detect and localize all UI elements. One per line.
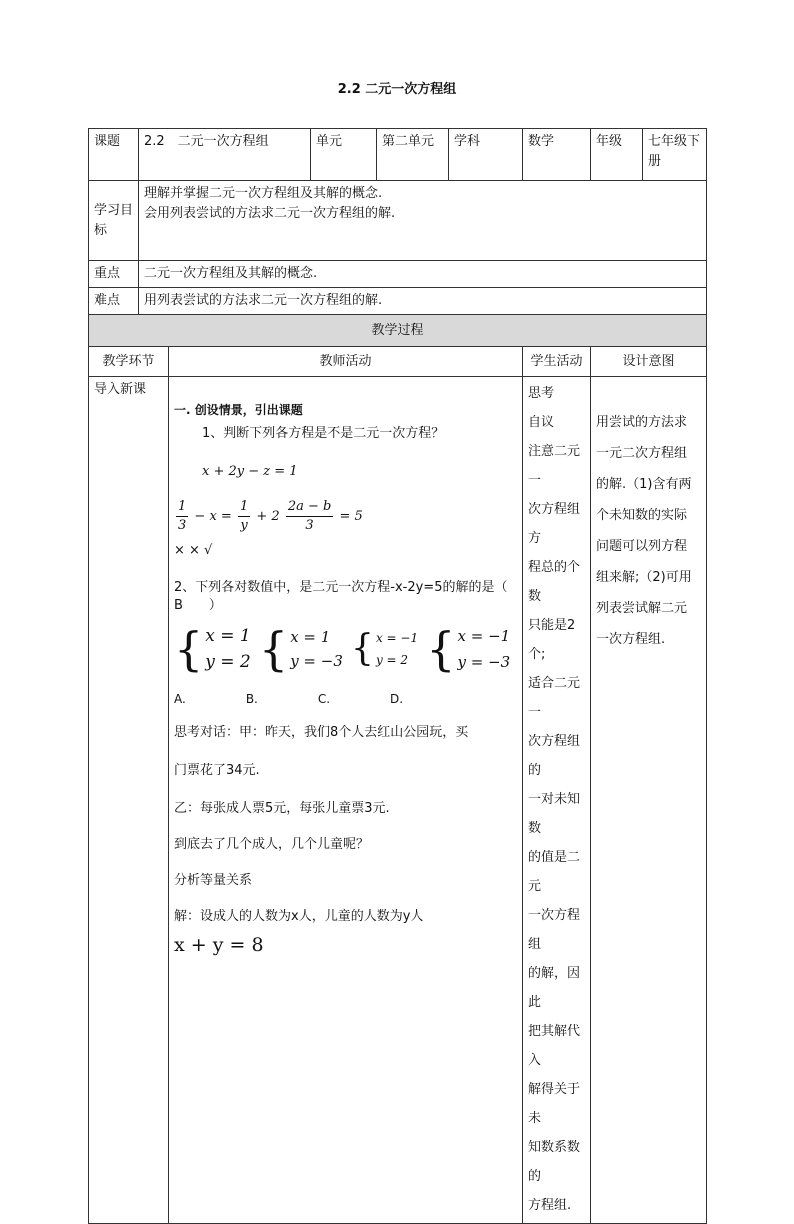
- brace-icon: {: [426, 622, 456, 676]
- fraction-1-3: $\frac{1}{3}$: [178, 499, 187, 533]
- student-note-9: 的解，因此: [528, 966, 581, 1010]
- lesson-plan-table: [88, 128, 707, 1224]
- student-note-7: 的值是二元: [528, 850, 581, 894]
- col-stage: 教学环节: [89, 347, 169, 377]
- topic-value: 2.2 二元一次方程组: [139, 129, 311, 181]
- equation-row-2: [174, 498, 517, 535]
- difficulty-row: [89, 288, 707, 315]
- dialog-line-1: 思考对话：甲：昨天，我们8个人去红山公园玩，买: [174, 725, 469, 740]
- intent-line-5: 组来解;（2)可用: [596, 570, 692, 585]
- intent-line-7: 一次方程组.: [596, 632, 666, 647]
- col-teacher: 教师活动: [169, 347, 523, 377]
- answers-1: × × √: [174, 543, 213, 558]
- intent-line-4: 问题可以列方程: [596, 539, 688, 554]
- goals-label: 学习目标: [89, 181, 139, 261]
- student-note-2: 程总的个数: [528, 560, 581, 604]
- content-row: [89, 377, 707, 1224]
- goals-row: [89, 181, 707, 261]
- dialog-line-2: 门票花了34元.: [174, 763, 260, 778]
- student-activity-cell: [523, 377, 591, 1224]
- student-note-5: 次方程组的: [528, 734, 581, 778]
- key-point-label: 重点: [89, 261, 139, 288]
- difficulty-label: 难点: [89, 288, 139, 315]
- student-think: 思考: [528, 386, 555, 401]
- intent-line-2: 的解.（1)含有两: [596, 477, 692, 492]
- key-point-value: 二元一次方程组及其解的概念.: [139, 261, 707, 288]
- eq2-plus: + 2: [256, 509, 280, 524]
- topic-label: 课题: [89, 129, 139, 181]
- dialog-line-3: 乙：每张成人票5元，每张儿童票3元.: [174, 801, 390, 816]
- column-header-row: [89, 347, 707, 377]
- option-a-system: { x = 1 y = 2: [174, 622, 251, 676]
- student-note-11: 解得关于未: [528, 1082, 581, 1126]
- student-note-12: 知数系数的: [528, 1140, 581, 1184]
- student-note-0: 注意二元一: [528, 444, 581, 488]
- dialog-line-4: 到底去了几个成人，几个儿童呢？: [174, 837, 370, 852]
- grade-value: 七年级下册: [643, 129, 707, 181]
- student-note-6: 一对未知数: [528, 792, 581, 836]
- header-row: [89, 129, 707, 181]
- student-note-8: 一次方程组: [528, 908, 581, 952]
- grade-label: 年级: [591, 129, 643, 181]
- unit-label: 单元: [311, 129, 377, 181]
- option-labels: A. B. C. D.: [174, 692, 404, 706]
- question-1: 1、判断下列各方程是不是二元一次方程？: [202, 426, 445, 441]
- student-self: 自议: [528, 415, 555, 430]
- equation-1: x + 2y − z = 1: [202, 464, 298, 479]
- teacher-activity-cell: [169, 377, 534, 1224]
- fraction-2a-b: $\frac{2a - b}{3}$: [287, 499, 332, 533]
- intent-line-6: 列表尝试解二元: [596, 601, 688, 616]
- intent-line-3: 个未知数的实际: [596, 508, 688, 523]
- section-heading: 一. 创设情景，引出课题: [174, 403, 303, 417]
- question-2: 2、下列各对数值中，是二元一次方程-x-2y=5的解的是（ B ）: [174, 580, 534, 613]
- goal-line-2: 会用列表尝试的方法求二元一次方程组的解.: [144, 206, 396, 221]
- solution-line: 解：设成人的人数为x人，儿童的人数为y人: [174, 909, 424, 924]
- unit-value: 第二单元: [377, 129, 449, 181]
- option-d-system: { x = −1 y = −3: [426, 622, 511, 676]
- fraction-1-y: $\frac{1}{y}$: [239, 499, 249, 533]
- difficulty-value: 用列表尝试的方法求二元一次方程组的解.: [139, 288, 707, 315]
- col-student: 学生活动: [523, 347, 591, 377]
- option-b-system: { x = 1 y = −3: [258, 622, 343, 676]
- eq2-mid: − x =: [194, 509, 232, 524]
- process-header-row: [89, 315, 707, 347]
- document-title: 2.2 二元一次方程组: [337, 82, 457, 97]
- goal-line-1: 理解并掌握二元一次方程组及其解的概念.: [144, 186, 383, 201]
- student-note-3: 只能是2个;: [528, 618, 576, 662]
- key-point-row: [89, 261, 707, 288]
- analysis-line: 分析等量关系: [174, 873, 253, 888]
- goals-value: [139, 181, 707, 261]
- student-note-10: 把其解代入: [528, 1024, 581, 1068]
- brace-icon: {: [351, 628, 374, 669]
- process-header: 教学过程: [89, 315, 707, 347]
- intent-line-0: 用尝试的方法求: [596, 415, 688, 430]
- student-note-4: 适合二元一: [528, 676, 581, 720]
- option-c-system: { x = −1 y = 2: [351, 626, 418, 672]
- stage-cell: 导入新课: [89, 377, 169, 1224]
- student-note-1: 次方程组方: [528, 502, 581, 546]
- intent-line-1: 一元二次方程组: [596, 446, 688, 461]
- subject-label: 学科: [449, 129, 523, 181]
- student-note-13: 方程组.: [528, 1198, 572, 1213]
- brace-icon: {: [258, 622, 289, 676]
- brace-icon: {: [174, 622, 204, 676]
- subject-value: 数学: [523, 129, 591, 181]
- col-intent: 设计意图: [591, 347, 707, 377]
- final-equation: x + y = 8: [174, 934, 264, 956]
- eq3-rhs: = 5: [339, 509, 363, 524]
- design-intent-cell: [591, 377, 707, 1224]
- options-systems: [174, 623, 517, 675]
